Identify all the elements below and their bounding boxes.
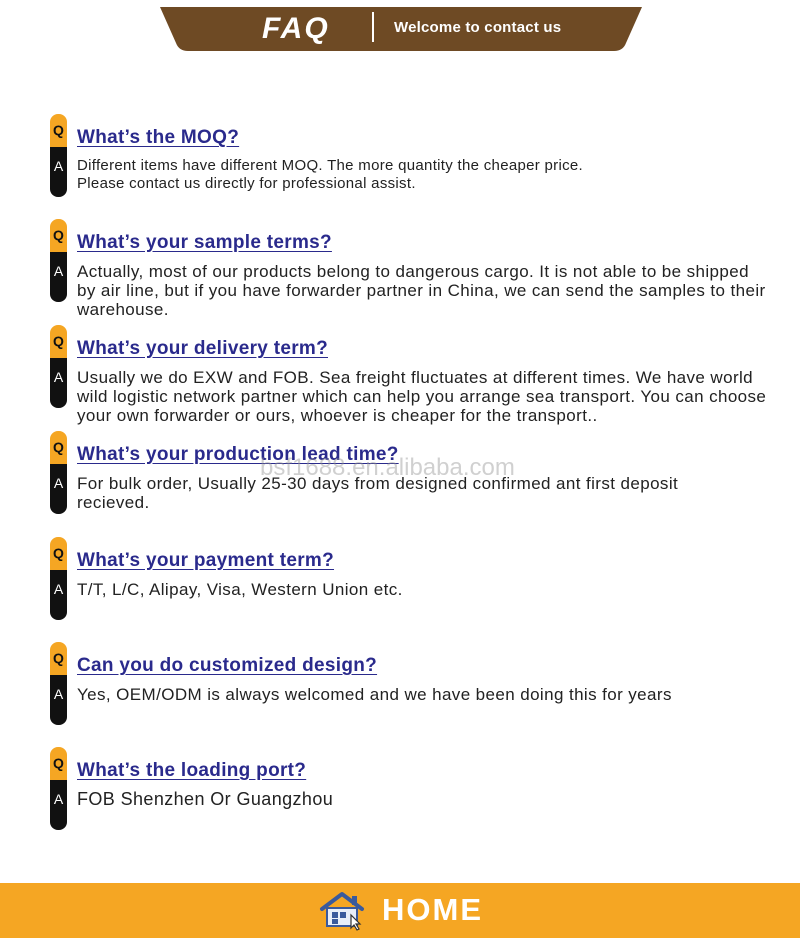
q-letter: Q: [53, 122, 64, 138]
faq-item-loading-port: [50, 747, 770, 833]
faq-question: What’s the MOQ?: [77, 127, 240, 148]
q-letter: Q: [53, 227, 64, 243]
faq-item-payment-term: [50, 537, 770, 623]
answer-line: by air line, but if you have forwarder partner in China, we can send the samples to their: [77, 281, 766, 300]
q-letter: Q: [53, 650, 64, 666]
faq-item-customized-design: [50, 642, 770, 728]
faq-answer: [77, 368, 777, 425]
faq-answer: [77, 157, 777, 193]
answer-line: recieved.: [77, 493, 150, 512]
faq-item-sample-terms: [50, 219, 770, 319]
answer-line: T/T, L/C, Alipay, Visa, Western Union etc.: [77, 580, 403, 599]
q-letter: Q: [53, 333, 64, 349]
a-letter: A: [53, 791, 64, 807]
faq-question: What’s your production lead time?: [77, 444, 399, 465]
faq-question: What’s your delivery term?: [77, 338, 328, 359]
q-letter: Q: [53, 755, 64, 771]
answer-line: your own forwarder or ours, whoever is cheaper for the transport..: [77, 406, 598, 425]
a-letter: A: [53, 581, 64, 597]
a-letter: A: [53, 475, 64, 491]
footer-home-bar[interactable]: [0, 883, 800, 938]
faq-question: Can you do customized design?: [77, 655, 378, 676]
header-divider: [372, 12, 374, 42]
faq-answer: [77, 580, 777, 599]
answer-line: Actually, most of our products belong to dangerous cargo. It is not able to be shipped: [77, 262, 749, 281]
faq-header-banner: [160, 7, 642, 51]
faq-question: What’s your sample terms?: [77, 232, 332, 253]
faq-answer: [77, 790, 777, 809]
a-letter: A: [53, 686, 64, 702]
faq-item-moq: [50, 114, 770, 200]
a-letter: A: [53, 158, 64, 174]
a-letter: A: [53, 263, 64, 279]
home-label[interactable]: HOME: [382, 892, 483, 927]
q-letter: Q: [53, 439, 64, 455]
faq-title: FAQ: [262, 12, 330, 45]
faq-question: What’s your payment term?: [77, 550, 335, 571]
answer-line: For bulk order, Usually 25-30 days from designed confirmed ant first deposit: [77, 474, 679, 493]
q-letter: Q: [53, 545, 64, 561]
faq-item-delivery-term: [50, 325, 770, 425]
answer-line: wild logistic network partner which can help you arrange sea transport. You can choose: [77, 387, 767, 406]
answer-line: Yes, OEM/ODM is always welcomed and we have been doing this for years: [77, 685, 672, 704]
answer-line: warehouse.: [77, 300, 169, 319]
faq-answer: [77, 262, 777, 319]
faq-answer: [77, 685, 777, 704]
house-with-cursor-icon[interactable]: [318, 891, 372, 936]
welcome-text: Welcome to contact us: [394, 19, 562, 36]
answer-line: Different items have different MOQ. The more quantity the cheaper price.: [77, 157, 584, 174]
answer-line: FOB Shenzhen Or Guangzhou: [77, 789, 334, 809]
faq-question: What’s the loading port?: [77, 760, 307, 781]
a-letter: A: [53, 369, 64, 385]
watermark: bsf1688.en.alibaba.com: [260, 454, 515, 481]
answer-line: Please contact us directly for professional assist.: [77, 175, 416, 192]
answer-line: Usually we do EXW and FOB. Sea freight fluctuates at different times. We have world: [77, 368, 754, 387]
